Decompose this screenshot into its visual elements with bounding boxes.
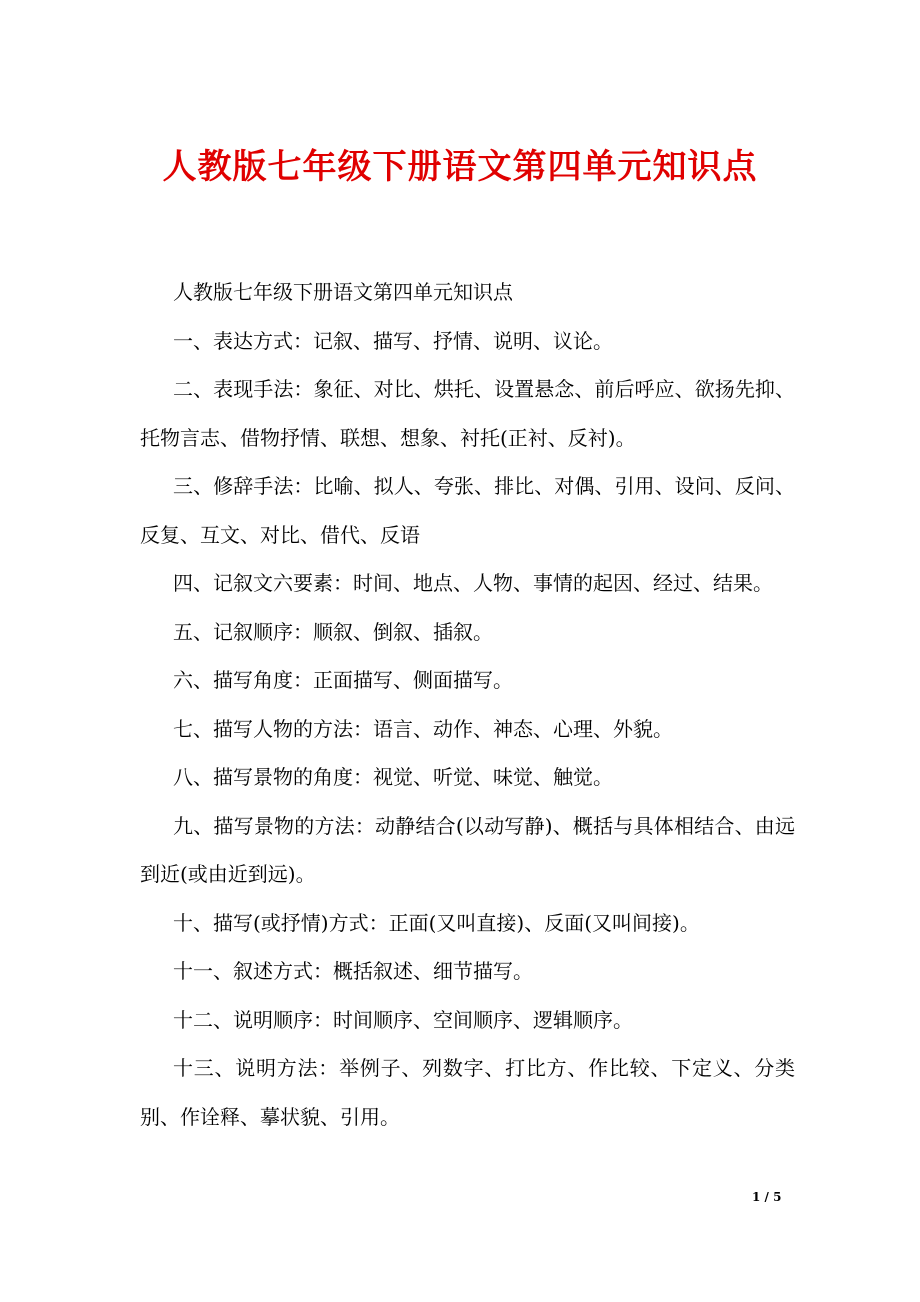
page-number: 1 / 5 (752, 1190, 782, 1204)
paragraph-exposition-order: 十二、说明顺序：时间顺序、空间顺序、逻辑顺序。 (173, 1007, 633, 1032)
paragraph-narration-modes: 十一、叙述方式：概括叙述、细节描写。 (173, 959, 533, 983)
paragraph-narrative-order: 五、记叙顺序：顺叙、倒叙、插叙。 (173, 619, 493, 644)
paragraph-character-description: 七、描写人物的方法：语言、动作、神态、心理、外貌。 (173, 716, 673, 741)
document-title: 人教版七年级下册语文第四单元知识点 (162, 147, 758, 187)
paragraph-narrative-elements: 四、记叙文六要素：时间、地点、人物、事情的起因、经过、结果。 (173, 571, 773, 595)
paragraph-techniques: 二、表现手法：象征、对比、烘托、设置悬念、前后呼应、欲扬先抑、托物言志、借物抒情、联想、想象、衬托(正衬、反衬)。 (140, 377, 795, 450)
paragraph-heading: 人教版七年级下册语文第四单元知识点 (173, 280, 513, 304)
document-body (140, 268, 795, 1141)
paragraph-expression-modes: 一、表达方式：记叙、描写、抒情、说明、议论。 (173, 328, 613, 353)
paragraph-description-angle: 六、描写角度：正面描写、侧面描写。 (173, 668, 513, 692)
paragraph-scene-angle: 八、描写景物的角度：视觉、听觉、味觉、触觉。 (173, 765, 613, 789)
paragraph-description-modes: 十、描写(或抒情)方式：正面(又叫直接)、反面(又叫间接)。 (173, 910, 700, 935)
paragraph-scene-methods: 九、描写景物的方法：动静结合(以动写静)、概括与具体相结合、由远到近(或由近到远)。 (140, 813, 795, 886)
paragraph-rhetoric: 三、修辞手法：比喻、拟人、夸张、排比、对偶、引用、设问、反问、反复、互文、对比、借代、反语 (140, 474, 795, 547)
paragraph-exposition-methods: 十三、说明方法：举例子、列数字、打比方、作比较、下定义、分类别、作诠释、摹状貌、引用。 (140, 1056, 795, 1129)
